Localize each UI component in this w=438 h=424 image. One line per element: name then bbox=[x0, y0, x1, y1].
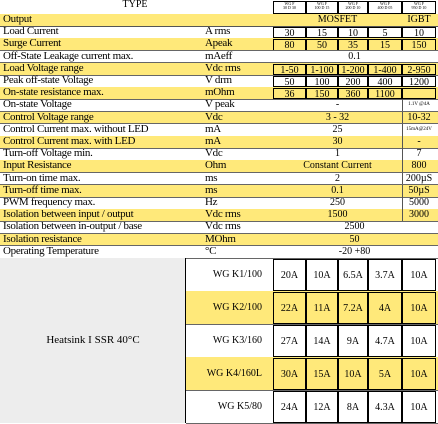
heatsink-value: 10A bbox=[402, 292, 436, 324]
heatsink-value: 24A bbox=[273, 391, 306, 423]
heatsink-value: 10A bbox=[402, 325, 436, 357]
mosfet-header: MOSFET bbox=[317, 14, 358, 25]
mosfet-value: 0.1 bbox=[331, 184, 344, 196]
spec-value: 150 bbox=[402, 39, 436, 50]
spec-value: 1-200 bbox=[338, 64, 368, 75]
spec-value: 35 bbox=[338, 39, 368, 50]
spec-value: 36 bbox=[273, 88, 306, 99]
heatsink-label: Heatsink I SSR 40°C bbox=[46, 334, 140, 346]
spec-label: Load Current bbox=[3, 26, 59, 38]
mosfet-value: 3 - 32 bbox=[325, 111, 350, 123]
igbt-header: IGBT bbox=[407, 14, 431, 25]
spec-value: 200 bbox=[338, 76, 368, 87]
spec-label: Off-State Leakage current max. bbox=[3, 50, 134, 62]
spec-value: 150 bbox=[306, 88, 338, 99]
spec-value: 30 bbox=[273, 27, 306, 38]
spec-unit: Vdc bbox=[205, 148, 223, 160]
spec-value-span: 0.1 bbox=[348, 50, 361, 62]
column-divider bbox=[402, 112, 403, 124]
heatsink-value: 30A bbox=[273, 358, 306, 390]
heatsink-model: WG K2/100 bbox=[212, 302, 262, 313]
spec-label: Control Current max. without LED bbox=[3, 123, 149, 135]
heatsink-value: 7.2A bbox=[338, 292, 368, 324]
heatsink-value: 5A bbox=[368, 358, 402, 390]
model-code-line: WG F bbox=[284, 1, 295, 6]
spec-value: 50 bbox=[306, 39, 338, 50]
spec-label: Control Current max. with LED bbox=[3, 136, 136, 147]
spec-unit: ms bbox=[205, 184, 218, 196]
heatsink-model: WG K1/100 bbox=[212, 269, 262, 280]
spec-value bbox=[402, 88, 436, 99]
spec-value: 400 bbox=[368, 76, 402, 87]
model-code-line: 950 D 10 bbox=[411, 5, 427, 10]
model-code-header bbox=[273, 1, 306, 14]
igbt-value: 3000 bbox=[409, 209, 429, 221]
spec-value: 1100 bbox=[368, 88, 402, 99]
type-header: TYPE bbox=[122, 0, 148, 10]
spec-label: Surge Current bbox=[3, 38, 61, 50]
spec-label: Control Voltage range bbox=[3, 111, 94, 123]
heatsink-value: 11A bbox=[306, 292, 338, 324]
column-divider bbox=[402, 148, 403, 160]
spec-value: 100 bbox=[306, 76, 338, 87]
spec-label: Input Resistance bbox=[3, 160, 72, 172]
spec-unit: Vdc rms bbox=[205, 221, 241, 233]
spec-value: 10 bbox=[338, 27, 368, 38]
spec-label: Peak off-state Voltage bbox=[3, 75, 93, 86]
igbt-value: 10-32 bbox=[407, 111, 431, 123]
spec-value: 50 bbox=[273, 76, 306, 87]
spec-unit: MOhm bbox=[205, 233, 236, 245]
heatsink-value: 15A bbox=[306, 358, 338, 390]
spec-unit: Ohm bbox=[205, 160, 227, 172]
model-code-line: WG F bbox=[414, 1, 424, 6]
spec-value: 360 bbox=[338, 88, 368, 99]
column-divider bbox=[402, 209, 403, 221]
model-code-line: WG F bbox=[348, 1, 358, 6]
igbt-value: 800 bbox=[411, 160, 427, 172]
spec-value: 1-400 bbox=[368, 64, 402, 75]
heatsink-value: 6.5A bbox=[338, 259, 368, 291]
spec-value: 15 bbox=[368, 39, 402, 50]
spec-value: 80 bbox=[273, 39, 306, 50]
spec-unit: A rms bbox=[205, 26, 231, 38]
model-code-header bbox=[402, 1, 436, 14]
spec-unit: °C bbox=[205, 245, 217, 257]
spec-unit: Vdc rms bbox=[205, 62, 241, 74]
heatsink-model: WG K4/160L bbox=[206, 368, 262, 379]
spec-label: On-state Voltage bbox=[3, 99, 72, 111]
column-divider bbox=[402, 160, 403, 172]
heatsink-value: 8A bbox=[338, 391, 368, 423]
model-code-header bbox=[306, 1, 338, 14]
heatsink-value: 22A bbox=[273, 292, 306, 324]
column-divider bbox=[402, 124, 403, 136]
igbt-value: 5000 bbox=[409, 197, 429, 208]
spec-value: 15 bbox=[306, 27, 338, 38]
igbt-value: 7 bbox=[416, 148, 422, 160]
igbt-value: 200µS bbox=[405, 172, 433, 184]
heatsink-model: WG K5/80 bbox=[217, 401, 262, 412]
mosfet-value: 25 bbox=[332, 123, 343, 135]
heatsink-value: 10A bbox=[402, 391, 436, 423]
spec-unit: mA bbox=[205, 136, 221, 147]
output-label: Output bbox=[3, 14, 32, 25]
spec-label: Load Voltage range bbox=[3, 62, 84, 74]
heatsink-value: 10A bbox=[306, 259, 338, 291]
model-code-line: WG F bbox=[380, 1, 390, 6]
column-divider bbox=[402, 99, 403, 111]
spec-label: Isolation between input / output bbox=[3, 209, 134, 221]
spec-label: Turn-off time max. bbox=[3, 184, 82, 196]
spec-value-span: -20 +80 bbox=[338, 245, 371, 257]
spec-unit: V peak bbox=[205, 99, 235, 111]
spec-label: Turn-off Voltage min. bbox=[3, 148, 93, 160]
igbt-value: 50µS bbox=[408, 184, 430, 196]
model-code-line: 100 D 15 bbox=[314, 5, 330, 10]
spec-unit: Vdc bbox=[205, 111, 223, 123]
heatsink-model: WG K3/160 bbox=[212, 335, 262, 346]
spec-value-span: 2500 bbox=[344, 221, 365, 233]
mosfet-value: 1500 bbox=[327, 209, 348, 221]
spec-unit: ms bbox=[205, 172, 218, 184]
mosfet-value: 30 bbox=[332, 136, 343, 147]
column-divider bbox=[402, 173, 403, 185]
spec-unit: mOhm bbox=[205, 87, 235, 99]
heatsink-value: 3.7A bbox=[368, 259, 402, 291]
model-code-line: WG F bbox=[317, 1, 327, 6]
spec-label: Operating Temperature bbox=[3, 245, 99, 257]
spec-unit: Apeak bbox=[205, 38, 233, 50]
model-code-line: 30 D 30 bbox=[283, 5, 296, 10]
spec-label: Isolation between in-output / base bbox=[3, 221, 142, 233]
model-code-line: 200 D 10 bbox=[345, 5, 361, 10]
spec-unit: V drm bbox=[205, 75, 232, 86]
heatsink-value: 20A bbox=[273, 259, 306, 291]
spec-value: 1-100 bbox=[306, 64, 338, 75]
model-code-header bbox=[368, 1, 402, 14]
igbt-value: - bbox=[417, 136, 421, 147]
spec-value: 5 bbox=[368, 27, 402, 38]
spec-label: Isolation resistance bbox=[3, 233, 82, 245]
mosfet-value: 2 bbox=[335, 172, 340, 184]
heatsink-value: 12A bbox=[306, 391, 338, 423]
spec-value: 10 bbox=[402, 27, 436, 38]
mosfet-value: 1 bbox=[335, 148, 340, 160]
spec-label: On-state resistance max. bbox=[3, 87, 104, 99]
igbt-value: 15mA@24V bbox=[406, 126, 432, 132]
column-divider bbox=[402, 136, 403, 148]
mosfet-value: Constant Current bbox=[303, 160, 372, 172]
spec-unit: mAeff bbox=[205, 50, 233, 62]
heatsink-value: 4.7A bbox=[368, 325, 402, 357]
spec-unit: Vdc rms bbox=[205, 209, 241, 221]
spec-value: 2-950 bbox=[402, 64, 436, 75]
heatsink-value: 10A bbox=[402, 259, 436, 291]
heatsink-value: 10A bbox=[402, 358, 436, 390]
spec-value-span: 50 bbox=[349, 233, 360, 245]
heatsink-value: 4.3A bbox=[368, 391, 402, 423]
model-code-header bbox=[338, 1, 368, 14]
mosfet-value: 250 bbox=[330, 197, 345, 208]
heatsink-value: 9A bbox=[338, 325, 368, 357]
column-divider bbox=[402, 185, 403, 197]
heatsink-value: 27A bbox=[273, 325, 306, 357]
heatsink-value: 4A bbox=[368, 292, 402, 324]
spec-value: 1-50 bbox=[273, 64, 306, 75]
model-code-line: 400 D 05 bbox=[377, 5, 393, 10]
spec-unit: mA bbox=[205, 123, 221, 135]
column-divider bbox=[402, 197, 403, 209]
heatsink-value: 10A bbox=[338, 358, 368, 390]
spec-unit: Hz bbox=[205, 197, 218, 208]
heatsink-value: 14A bbox=[306, 325, 338, 357]
spec-value: 1200 bbox=[402, 76, 436, 87]
igbt-value: 1.1V @4A bbox=[408, 102, 430, 108]
mosfet-value: - bbox=[335, 99, 340, 111]
spec-label: Turn-on time max. bbox=[3, 172, 81, 184]
spec-label: PWM frequency max. bbox=[3, 197, 96, 208]
